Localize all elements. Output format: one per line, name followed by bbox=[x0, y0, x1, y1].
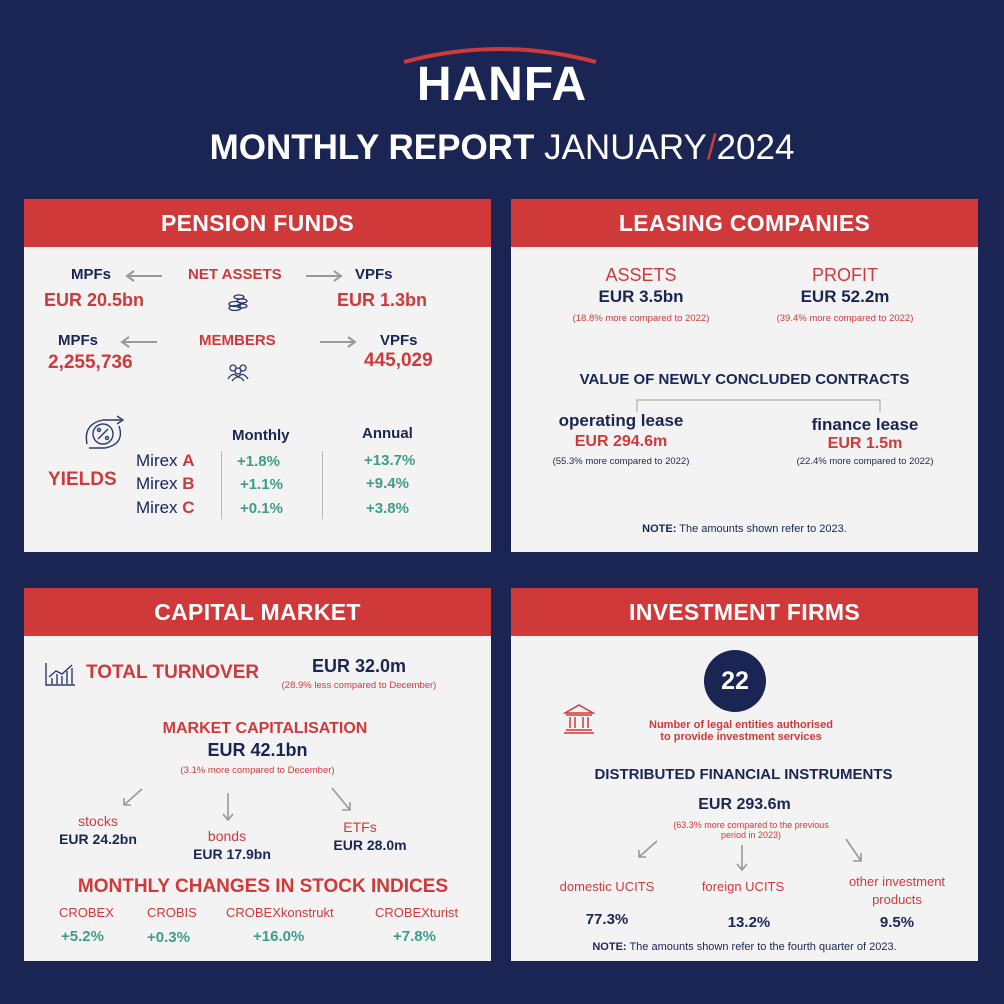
vpfs-assets-value: EUR 1.3bn bbox=[337, 290, 428, 310]
distributed-note-line1: (63.3% more compared to the previous bbox=[673, 820, 829, 830]
mirex-word: Mirex bbox=[136, 451, 178, 470]
index-crobexkonstrukt-name: CROBEXkonstrukt bbox=[226, 905, 334, 920]
report-title bbox=[0, 128, 1004, 168]
operating-lease-label: operating lease bbox=[558, 411, 684, 430]
mpfs-members-label: MPFs bbox=[58, 332, 99, 349]
pension-funds-panel bbox=[24, 199, 491, 552]
mirex-word: Mirex bbox=[136, 474, 178, 493]
foreign-ucits-label: foreign UCITS bbox=[701, 879, 785, 894]
profit-label: PROFIT bbox=[812, 265, 878, 285]
mpfs-assets-value: EUR 20.5bn bbox=[44, 290, 145, 310]
arrow-down-left-icon bbox=[120, 788, 144, 808]
percent-cycle-icon bbox=[81, 414, 129, 452]
members-label: MEMBERS bbox=[199, 332, 276, 349]
stocks-value: EUR 24.2bn bbox=[59, 831, 137, 847]
domestic-ucits-value: 77.3% bbox=[585, 911, 629, 928]
arrow-down-icon bbox=[736, 844, 748, 872]
arrow-right-icon bbox=[318, 336, 358, 348]
mirex-word: Mirex bbox=[136, 498, 178, 517]
finance-lease-value: EUR 1.5m bbox=[827, 435, 903, 452]
foreign-ucits-value: 13.2% bbox=[727, 914, 771, 931]
bank-building-icon bbox=[563, 703, 595, 735]
domestic-ucits-label: domestic UCITS bbox=[559, 879, 655, 894]
investment-firms-heading: INVESTMENT FIRMS bbox=[511, 588, 978, 636]
people-icon bbox=[226, 362, 250, 382]
capital-market-panel bbox=[24, 588, 491, 961]
operating-lease-value: EUR 294.6m bbox=[574, 433, 668, 450]
leasing-companies-panel bbox=[511, 199, 978, 552]
leasing-note bbox=[511, 523, 978, 535]
annual-header: Annual bbox=[362, 425, 413, 442]
market-cap-note: (3.1% more compared to December) bbox=[180, 765, 335, 776]
indices-title: MONTHLY CHANGES IN STOCK INDICES bbox=[77, 876, 449, 897]
mirex-b-annual: +9.4% bbox=[366, 475, 409, 492]
contracts-title: VALUE OF NEWLY CONCLUDED CONTRACTS bbox=[579, 371, 910, 388]
mpfs-assets-label: MPFs bbox=[71, 266, 112, 283]
bonds-label: bonds bbox=[207, 828, 247, 844]
yields-divider bbox=[221, 451, 222, 519]
vpfs-members-label: VPFs bbox=[380, 332, 418, 349]
legal-entities-count: 22 bbox=[704, 650, 766, 712]
profit-value: EUR 52.2m bbox=[800, 287, 890, 306]
mirex-c-annual: +3.8% bbox=[366, 500, 409, 517]
mirex-a-monthly: +1.8% bbox=[237, 453, 280, 470]
stocks-label: stocks bbox=[78, 813, 118, 829]
operating-lease-note: (55.3% more compared to 2022) bbox=[552, 456, 690, 467]
arrow-down-right-icon bbox=[330, 787, 354, 813]
total-turnover-value: EUR 32.0m bbox=[311, 656, 407, 676]
index-crobis-change: +0.3% bbox=[147, 929, 190, 946]
arrow-left-icon bbox=[124, 270, 164, 282]
note-text: The amounts shown refer to 2023. bbox=[679, 523, 847, 535]
mirex-c-label bbox=[136, 498, 195, 518]
profit-note: (39.4% more compared to 2022) bbox=[776, 313, 914, 324]
finance-lease-note: (22.4% more compared to 2022) bbox=[796, 456, 934, 467]
total-turnover-label: TOTAL TURNOVER bbox=[86, 662, 260, 683]
mirex-b-monthly: +1.1% bbox=[240, 476, 283, 493]
yields-label: YIELDS bbox=[48, 469, 117, 490]
report-title-year: 2024 bbox=[716, 128, 795, 167]
capital-market-heading: CAPITAL MARKET bbox=[24, 588, 491, 636]
distributed-note-line2: period in 2023) bbox=[720, 830, 782, 840]
net-assets-label: NET ASSETS bbox=[188, 266, 282, 283]
note-text: The amounts shown refer to the fourth quarter of 2023. bbox=[629, 941, 897, 953]
mirex-category: B bbox=[182, 474, 195, 493]
arrow-down-left-icon bbox=[635, 840, 659, 860]
report-title-slash: / bbox=[706, 128, 717, 167]
assets-note: (18.8% more compared to 2022) bbox=[572, 313, 710, 324]
legal-entities-note-line2: to provide investment services bbox=[660, 731, 822, 743]
leasing-companies-heading: LEASING COMPANIES bbox=[511, 199, 978, 247]
vpfs-members-value: 445,029 bbox=[364, 350, 433, 371]
distributed-value: EUR 293.6m bbox=[698, 796, 791, 813]
investment-firms-panel bbox=[511, 588, 978, 961]
market-cap-label: MARKET CAPITALISATION bbox=[162, 720, 368, 737]
assets-value: EUR 3.5bn bbox=[598, 287, 684, 306]
arrow-down-right-icon bbox=[844, 838, 864, 864]
mpfs-members-value: 2,255,736 bbox=[48, 352, 133, 373]
note-label: NOTE: bbox=[642, 523, 677, 535]
hanfa-logo: HANFA bbox=[416, 58, 588, 111]
mirex-category: C bbox=[182, 498, 195, 517]
finance-lease-label: finance lease bbox=[811, 415, 919, 434]
legal-entities-note-line1: Number of legal entities authorised bbox=[649, 719, 833, 731]
mirex-a-label bbox=[136, 451, 195, 471]
index-crobexturist-name: CROBEXturist bbox=[375, 905, 459, 920]
other-products-label-line1: other investment bbox=[848, 874, 946, 889]
bar-chart-icon bbox=[44, 662, 76, 686]
index-crobexkonstrukt-change: +16.0% bbox=[253, 928, 305, 945]
arrow-left-icon bbox=[119, 336, 159, 348]
bonds-value: EUR 17.9bn bbox=[193, 846, 271, 862]
other-products-label-line2: products bbox=[872, 892, 922, 907]
arrow-down-icon bbox=[222, 792, 234, 822]
index-crobexturist-change: +7.8% bbox=[393, 928, 436, 945]
coins-icon bbox=[227, 294, 249, 312]
note-label: NOTE: bbox=[592, 941, 627, 953]
total-turnover-note: (28.9% less compared to December) bbox=[281, 680, 437, 691]
mirex-category: A bbox=[182, 451, 195, 470]
distributed-title: DISTRIBUTED FINANCIAL INSTRUMENTS bbox=[594, 766, 893, 783]
index-crobex-change: +5.2% bbox=[61, 928, 104, 945]
yields-divider bbox=[322, 451, 323, 519]
report-title-month: JANUARY bbox=[544, 128, 707, 167]
monthly-header: Monthly bbox=[232, 427, 290, 444]
report-title-bold: MONTHLY REPORT bbox=[209, 128, 535, 167]
mirex-b-label bbox=[136, 474, 195, 494]
index-crobis-name: CROBIS bbox=[147, 905, 197, 920]
other-products-value: 9.5% bbox=[879, 914, 915, 931]
market-cap-value: EUR 42.1bn bbox=[207, 740, 308, 760]
pension-funds-heading: PENSION FUNDS bbox=[24, 199, 491, 247]
arrow-right-icon bbox=[304, 270, 344, 282]
assets-label: ASSETS bbox=[605, 265, 677, 285]
index-crobex-name: CROBEX bbox=[59, 905, 114, 920]
investment-note bbox=[511, 941, 978, 953]
mirex-a-annual: +13.7% bbox=[364, 452, 416, 469]
mirex-c-monthly: +0.1% bbox=[240, 500, 283, 517]
etfs-value: EUR 28.0m bbox=[333, 837, 407, 853]
etfs-label: ETFs bbox=[343, 819, 377, 835]
vpfs-assets-label: VPFs bbox=[355, 266, 393, 283]
